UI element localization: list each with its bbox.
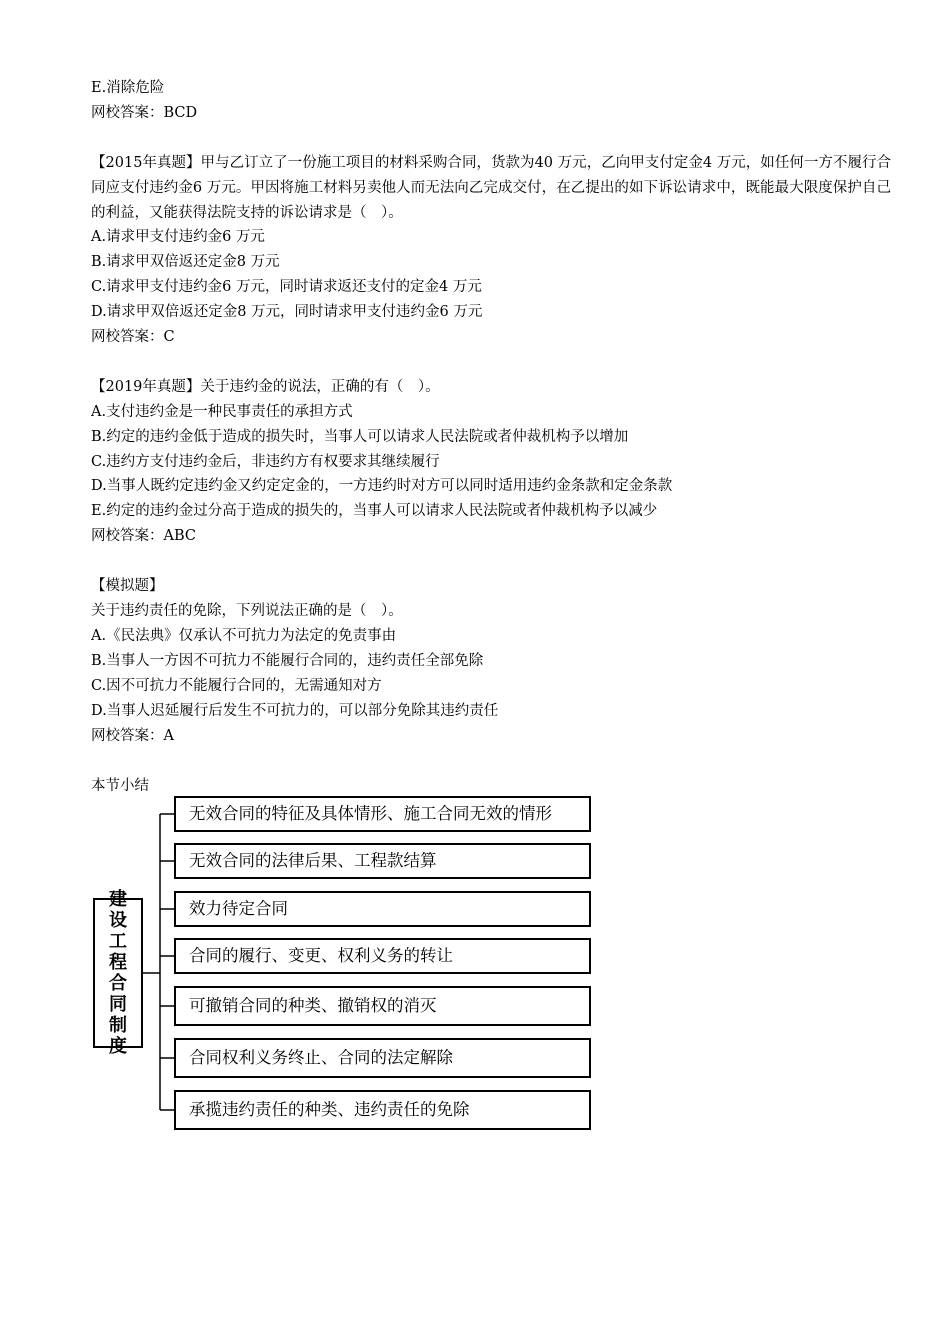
summary-branch-box: 承揽违约责任的种类、违约责任的免除 (174, 1090, 591, 1130)
q3-option-b: B.当事人一方因不可抗力不能履行合同的，违约责任全部免除 (91, 652, 484, 669)
q3-heading: 【模拟题】 (91, 578, 164, 595)
q3-option-d: D.当事人迟延履行后发生不可抗力的，可以部分免除其违约责任 (91, 702, 499, 719)
q2-option-a: A.支付违约金是一种民事责任的承担方式 (91, 403, 353, 420)
summary-branch-box: 可撤销合同的种类、撤销权的消灭 (174, 986, 591, 1026)
summary-label: 本节小结 (91, 778, 149, 794)
q0-option-e: E.消除危险 (91, 80, 165, 96)
q1-answer: 网校答案：C (91, 329, 175, 346)
summary-branch-box: 合同权利义务终止、合同的法定解除 (174, 1038, 591, 1078)
q1-stem: 【2015年真题】甲与乙订立了一份施工项目的材料采购合同，货款为40 万元，乙向甲支付定金4 万元，如任何一方不履行合同应支付违约金6 万元。甲因将施工材料另卖他人而无法向乙完成交付，在乙提出的如下诉讼请求中，既能最大限度保护自己的利益，又能获得法院支持的诉讼请求是（ ）。 (91, 154, 891, 221)
q3-option-c: C.因不可抗力不能履行合同的，无需通知对方 (91, 677, 382, 694)
q0-answer: 网校答案：BCD (91, 104, 198, 121)
q2-option-e: E.约定的违约金过分高于造成的损失的，当事人可以请求人民法院或者仲裁机构予以减少 (91, 503, 658, 520)
q1-option-a: A.请求甲支付违约金6 万元 (91, 229, 265, 246)
summary-branch-box: 效力待定合同 (174, 891, 591, 927)
q2-stem: 【2019年真题】关于违约金的说法，正确的有（ ）。 (91, 378, 440, 395)
q2-option-b: B.约定的违约金低于造成的损失时，当事人可以请求人民法院或者仲裁机构予以增加 (91, 428, 629, 445)
q1-option-b: B.请求甲双倍返还定金8 万元 (91, 254, 280, 271)
q1-option-c: C.请求甲支付违约金6 万元，同时请求返还支付的定金4 万元 (91, 279, 482, 296)
q3-answer: 网校答案：A (91, 727, 174, 744)
q3-option-a: A.《民法典》仅承认不可抗力为法定的免责事由 (91, 627, 397, 644)
summary-root-box: 建设工程合同制度 (93, 898, 143, 1048)
q2-option-c: C.违约方支付违约金后，非违约方有权要求其继续履行 (91, 453, 440, 470)
q3-stem: 关于违约责任的免除，下列说法正确的是（ ）。 (91, 602, 403, 619)
q2-option-d: D.当事人既约定违约金又约定定金的，一方违约时对方可以同时适用违约金条款和定金条款 (91, 478, 673, 495)
summary-branch-box: 无效合同的法律后果、工程款结算 (174, 843, 591, 879)
summary-branch-box: 无效合同的特征及具体情形、施工合同无效的情形 (174, 796, 591, 832)
q1-option-d: D.请求甲双倍返还定金8 万元，同时请求甲支付违约金6 万元 (91, 304, 483, 321)
summary-branch-box: 合同的履行、变更、权利义务的转让 (174, 938, 591, 974)
q2-answer: 网校答案：ABC (91, 528, 196, 545)
